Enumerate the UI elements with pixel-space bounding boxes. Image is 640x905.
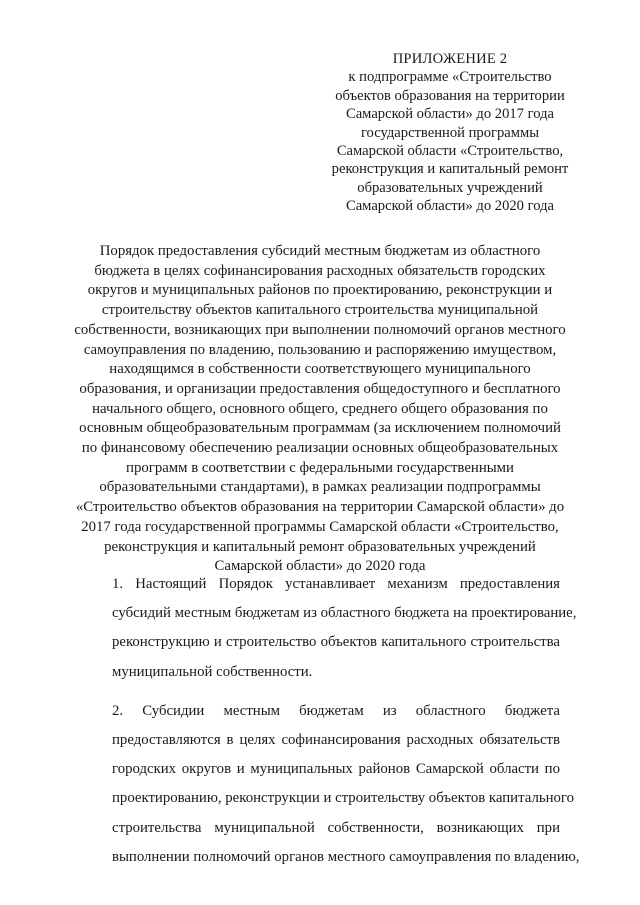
paragraph-line: реконструкцию и строительство объектов капитального строительства (112, 634, 560, 651)
heading-line: начального общего, основного общего, среднего общего образования по (92, 400, 548, 417)
heading-line: «Строительство объектов образования на территории Самарской области» до (75, 499, 565, 516)
heading-line: находящимся в собственности соответствующего муниципального (109, 361, 531, 378)
paragraph-line: строительства муниципальной собственности, возникающих при (112, 819, 560, 836)
paragraph-line: выполнении полномочий органов местного самоуправления по владению, (112, 848, 580, 865)
heading-line: округов и муниципальных районов по проектированию, реконструкции и (87, 282, 553, 299)
heading-line: 2017 года государственной программы Самарской области «Строительство, (81, 518, 559, 535)
appendix-line: государственной программы (360, 124, 540, 141)
document-heading (74, 242, 566, 577)
paragraph-line: 2. Субсидии местным бюджетам из областного бюджета (112, 702, 560, 719)
paragraph-line: проектированию, реконструкции и строительству объектов капитального (112, 790, 574, 807)
appendix-line: реконструкция и капитальный ремонт (331, 161, 569, 178)
paragraph-line: субсидий местным бюджетам из областного бюджета на проектирование, (112, 605, 577, 622)
heading-line: Самарской области» до 2020 года (214, 558, 426, 575)
heading-line: образования, и организации предоставления общедоступного и бесплатного (79, 380, 561, 397)
paragraph-line: 1. Настоящий Порядок устанавливает механизм предоставления (112, 576, 560, 592)
heading-line: бюджета в целях софинансирования расходных обязательств городских (94, 262, 546, 279)
appendix-title: ПРИЛОЖЕНИЕ 2 (392, 51, 508, 67)
heading-line: реконструкция и капитальный ремонт образовательных учреждений (104, 538, 536, 555)
appendix-line: к подпрограмме «Строительство (348, 69, 552, 86)
appendix-line: Самарской области» до 2020 года (345, 198, 555, 215)
appendix-line: Самарской области» до 2017 года (345, 106, 555, 123)
paragraph-line: муниципальной собственности. (112, 663, 313, 680)
paragraph-line: предоставляются в целях софинансирования расходных обязательств (112, 731, 560, 748)
heading-line: самоуправления по владению, пользованию и распоряжению имуществом, (83, 341, 557, 358)
appendix-line: объектов образования на территории (335, 87, 565, 104)
heading-line: по финансовому обеспечению реализации основных общеобразовательных (81, 440, 559, 457)
appendix-line: Самарской области «Строительство, (336, 143, 564, 160)
heading-line: образовательными стандартами), в рамках реализации подпрограммы (99, 479, 541, 496)
heading-line: строительству объектов капитального строительства муниципальной (101, 302, 539, 319)
paragraph-1 (74, 570, 577, 687)
paragraph-2 (74, 697, 580, 872)
appendix-header (300, 50, 600, 216)
heading-line: Порядок предоставления субсидий местным бюджетам из областного (99, 243, 541, 259)
heading-line: основным общеобразовательным программам (за исключением полномочий (79, 420, 561, 437)
appendix-line: образовательных учреждений (357, 179, 543, 196)
paragraph-line: городских округов и муниципальных районов Самарской области по (112, 761, 560, 778)
document-body (74, 570, 580, 882)
heading-line: собственности, возникающих при выполнении полномочий органов местного (74, 321, 566, 338)
heading-line: программ в соответствии с федеральными государственными (126, 459, 514, 476)
